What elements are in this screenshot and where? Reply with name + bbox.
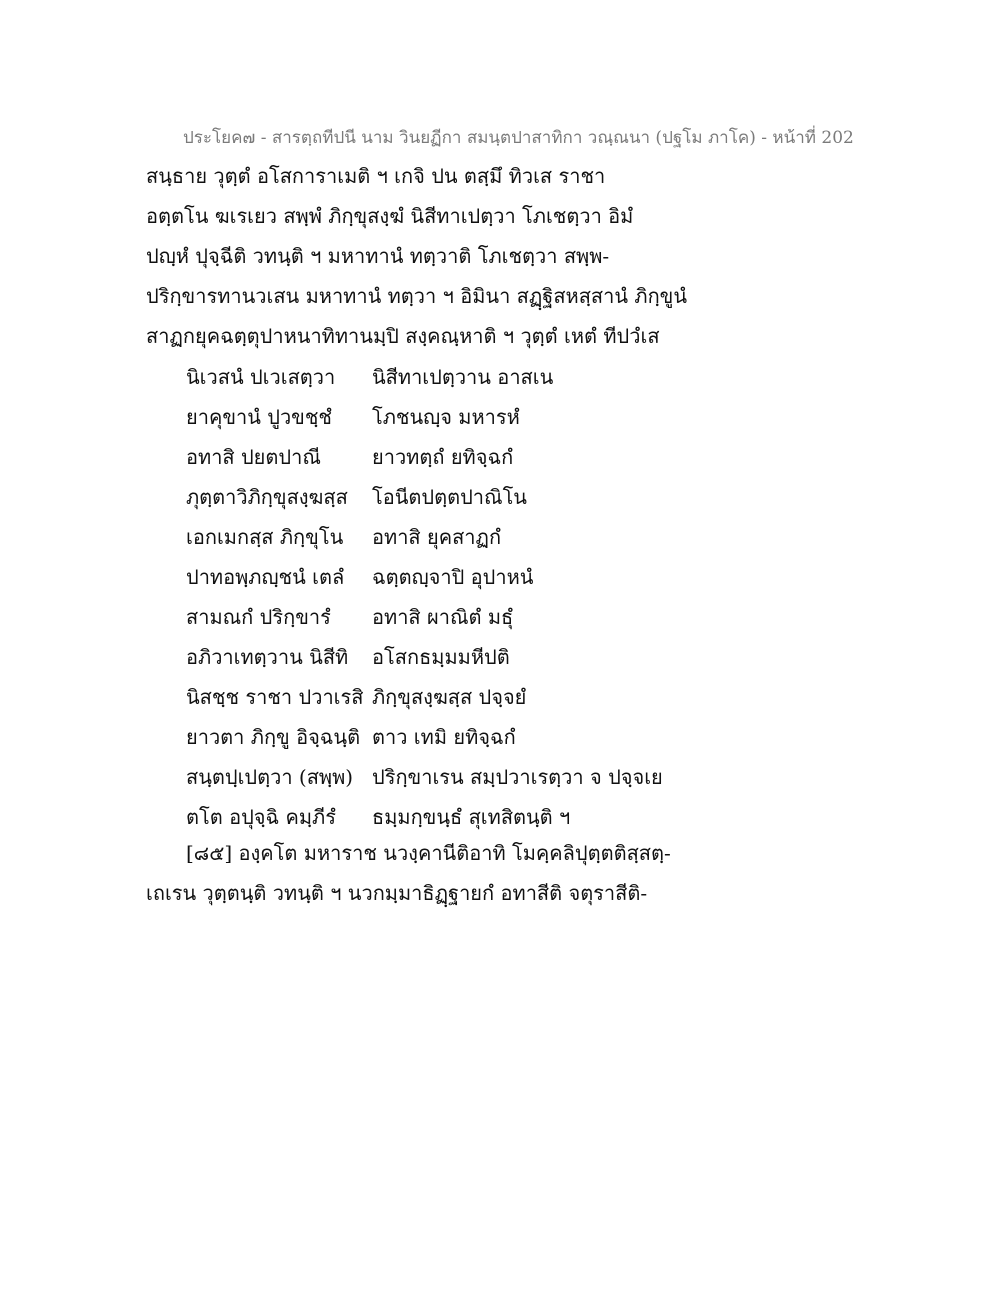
verse-first-half: นิสชฺช ราชา ปวาเรสิ: [186, 685, 364, 709]
verse-second-half: ตาว เทมิ ยทิจฺฉกํ: [372, 725, 516, 749]
text-line: อตฺตโน ฆเรเยว สพฺพํ ภิกฺขุสงฺฆํ นิสีทาเปตฺวา โภเชตฺวา อิมํ: [146, 204, 634, 228]
verse-second-half: โอนีตปตฺตปาณิโน: [372, 485, 527, 509]
text-line: สาฏกยุคฉตฺตุปาหนาทิทานมฺปิ สงฺคณฺหาติ ฯ วุตฺตํ เหตํ ทีปวํเส: [146, 324, 660, 348]
verse-first-half: ยาวตา ภิกฺขู อิจฺฉนฺติ: [186, 725, 361, 749]
prose-paragraph-top: [146, 156, 706, 356]
text-line: ปญฺหํ ปุจฺฉีติ วทนฺติ ฯ มหาทานํ ทตฺวาติ โภเชตฺวา สพฺพ-: [146, 244, 610, 268]
verse-second-half: อทาสิ ผาณิตํ มธุํ: [372, 605, 514, 629]
verse-first-half: ภุตฺตาวิภิกฺขุสงฺฆสฺส: [186, 485, 348, 509]
text-line: สนฺธาย วุตฺตํ อโสการาเมติ ฯ เกจิ ปน ตสฺมึ ทิวเส ราชา: [146, 164, 606, 188]
verse-second-half: ปริกฺขาเรน สมฺปวาเรตฺวา จ ปจฺจเย: [372, 765, 663, 789]
text-line: [๘๕] องฺคโต มหาราช นวงฺคานีติอาทิ โมคฺคลิปุตฺตติสฺสตฺ-: [186, 841, 671, 865]
verse-second-half: ภิกฺขุสงฺฆสฺส ปจฺจยํ: [372, 685, 527, 709]
verse-first-half: เอกเมกสฺส ภิกฺขุโน: [186, 525, 344, 549]
verse-second-half: ยาวทตฺถํ ยทิจฺฉกํ: [372, 445, 514, 469]
verse-second-half: โภชนญฺจ มหารหํ: [372, 405, 520, 429]
verse-second-half: อทาสิ ยุคสาฏกํ: [372, 525, 502, 549]
verse-second-half: ธมฺมกฺขนฺธํ สุเทสิตนฺติ ฯ: [372, 805, 571, 829]
verse-first-half: ยาคุขานํ ปูวขชฺชํ: [186, 405, 333, 429]
verse-first-half: ปาทอพฺภญฺชนํ เตลํ: [186, 565, 345, 589]
verse-first-half: สามณกํ ปริกฺขารํ: [186, 605, 331, 629]
text-line: ปริกฺขารทานวเสน มหาทานํ ทตฺวา ฯ อิมินา สฏฺฐิสหสฺสานํ ภิกฺขูนํ: [146, 284, 688, 308]
page-header: ประโยค๗ - สารตฺถทีปนี นาม วินยฏีกา สมนฺตปาสาทิกา วณฺณนา (ปฐโม ภาโค) - หน้าที่ 202: [183, 128, 854, 148]
verse-second-half: อโสกธมฺมมหีปติ: [372, 645, 510, 669]
verse-first-half: ตโต อปุจฺฉิ คมฺภีรํ: [186, 805, 336, 829]
verse-second-half: นิสีทาเปตฺวาน อาสเน: [372, 365, 554, 389]
text-line: เถเรน วุตฺตนฺติ วทนฺติ ฯ นวกมฺมาธิฏฺฐายกํ อทาสีติ จตุราสีติ-: [146, 881, 648, 905]
verse-first-half: อภิวาเทตฺวาน นิสีทิ: [186, 645, 349, 669]
verse-first-half: สนฺตปฺเปตฺวา (สพฺพ): [186, 765, 354, 789]
verse-first-half: อทาสิ ปยตปาณี: [186, 445, 321, 469]
verse-second-half: ฉตฺตญฺจาปิ อุปาหนํ: [372, 565, 534, 589]
verse-first-half: นิเวสนํ ปเวเสตฺวา: [186, 365, 336, 389]
prose-paragraph-bottom: [146, 833, 706, 913]
